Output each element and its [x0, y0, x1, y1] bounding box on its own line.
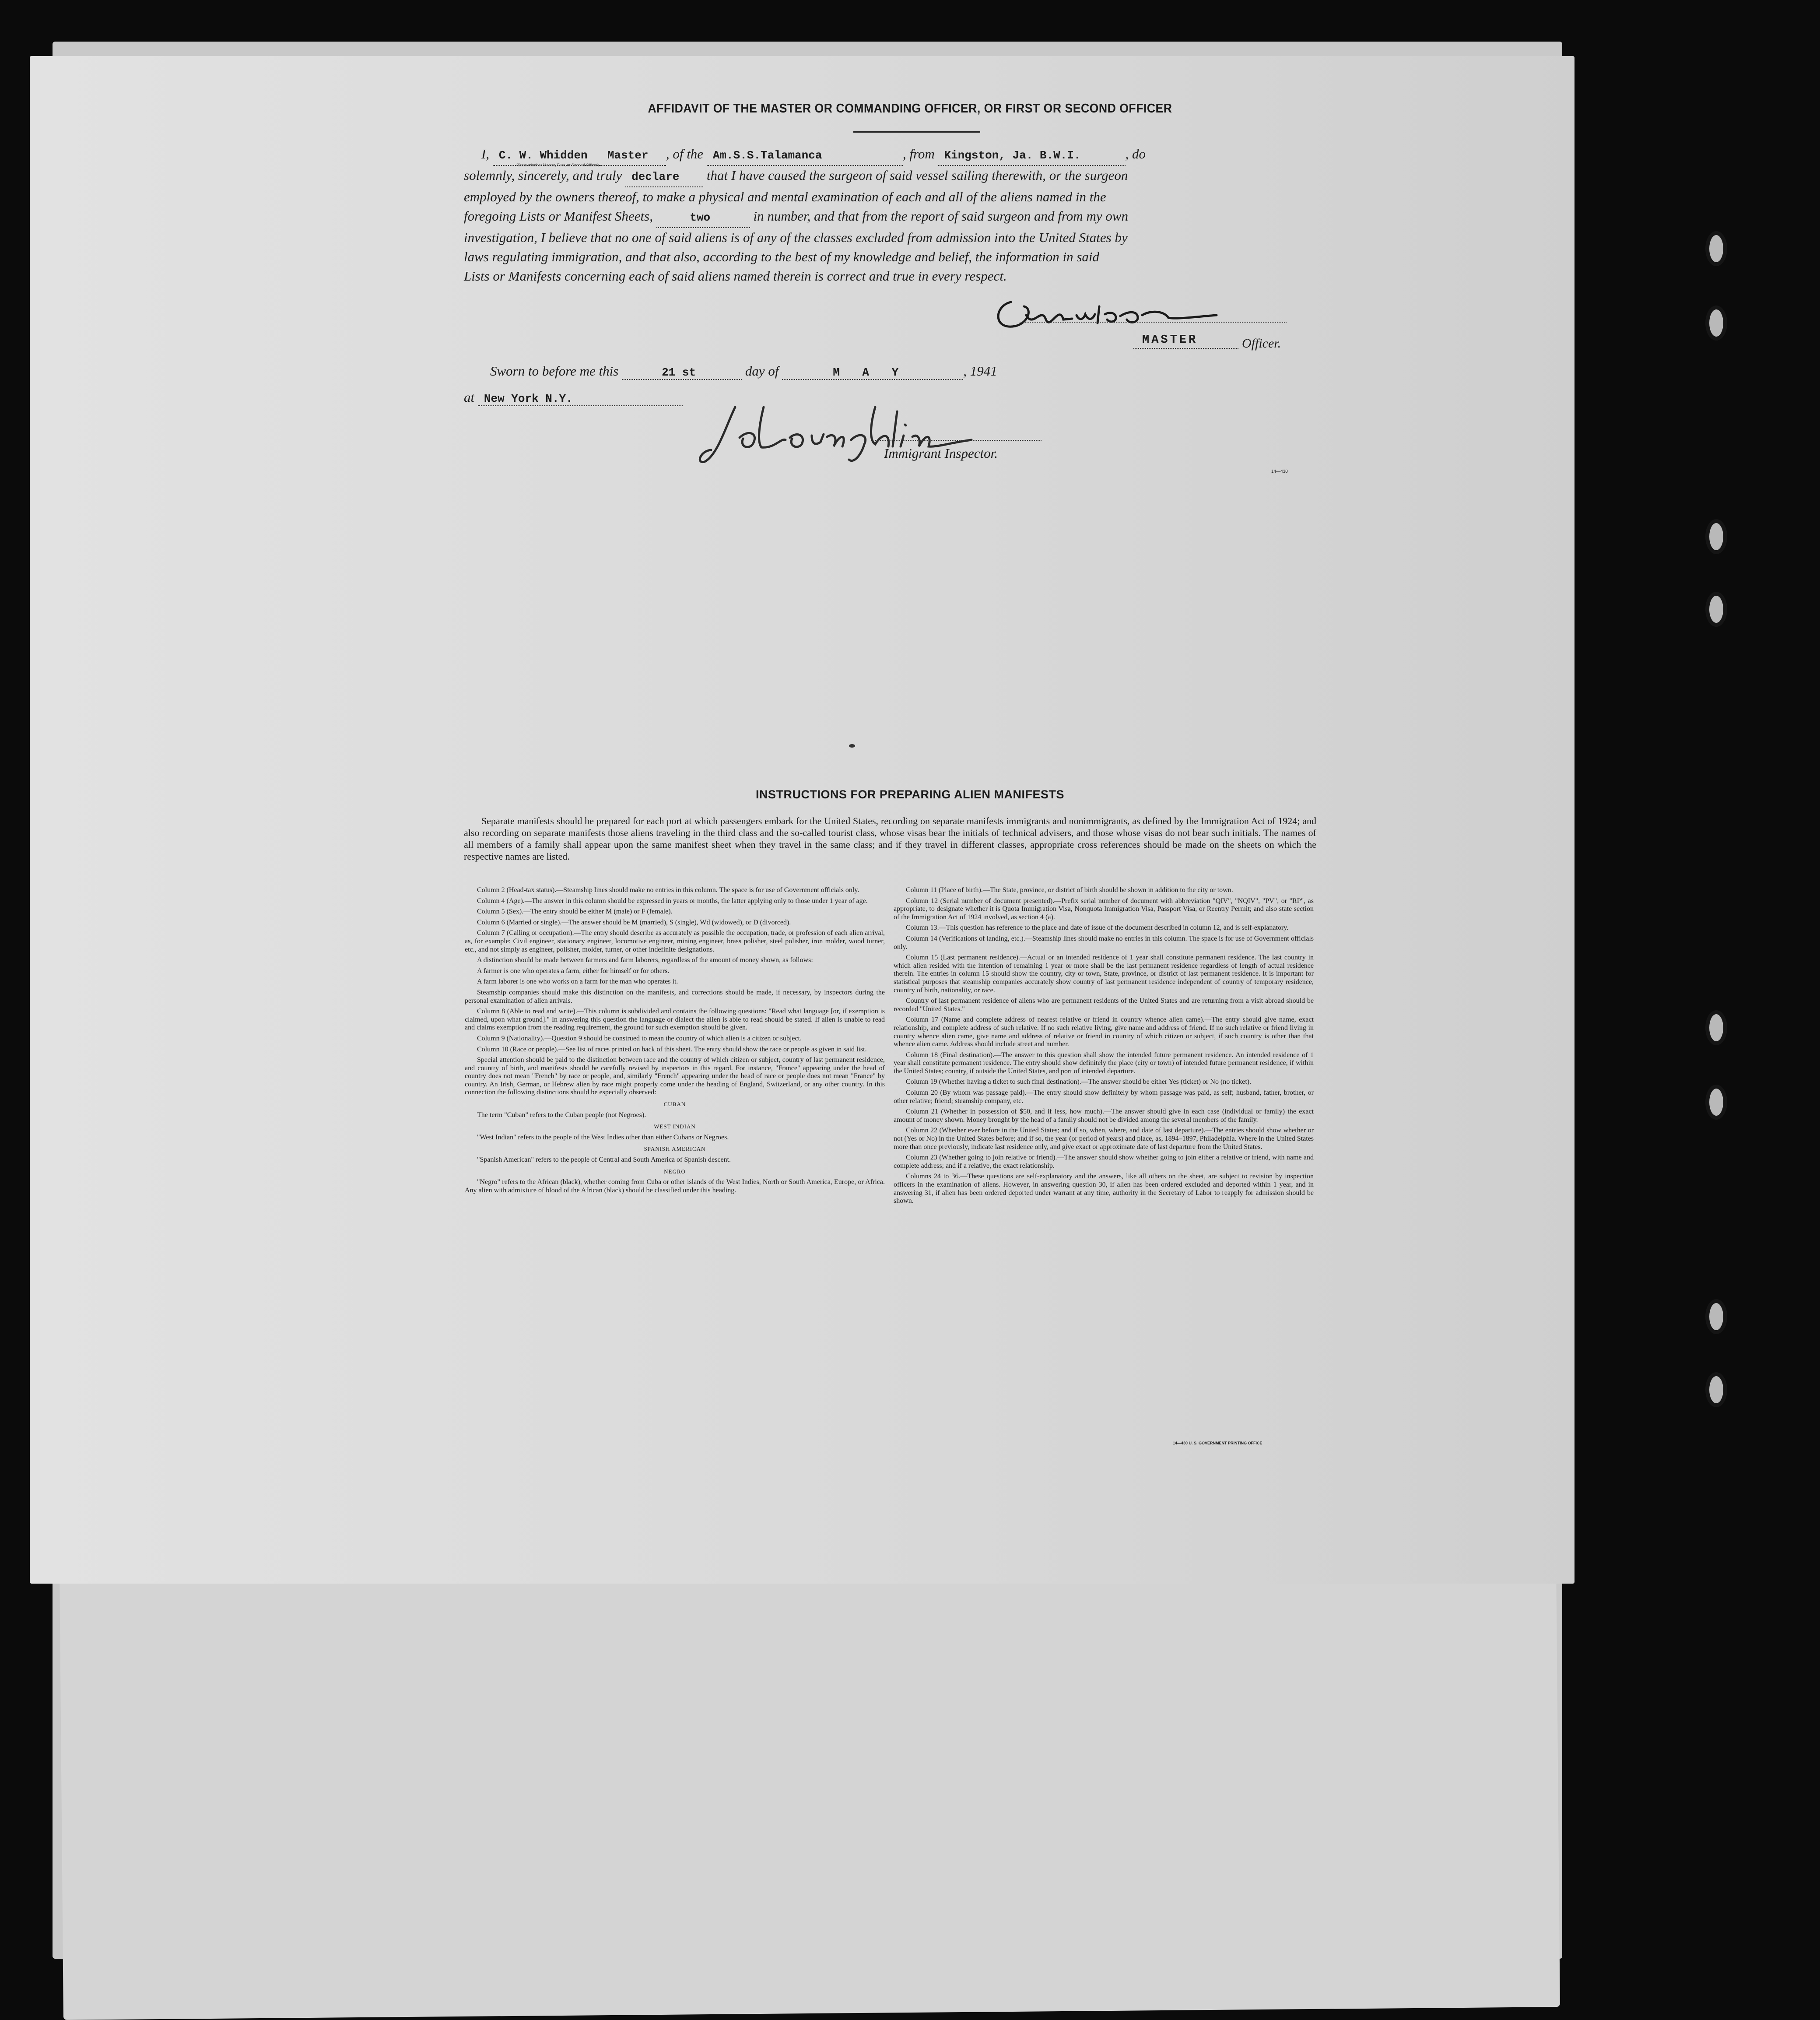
officer-label: Officer. — [1242, 336, 1281, 351]
instruction-paragraph: "Negro" refers to the African (black), whether coming from Cuba or other islands of the West Indies, North or South America, Europe, or Africa. Any alien with admixture of blood of the African (black) should be classified under this heading. — [465, 1178, 885, 1194]
instruction-paragraph: Steamship companies should make this distinction on the manifests, and corrections should be made, if necessary, by inspectors during the personal examination of alien arrivals. — [465, 988, 885, 1005]
sworn-place-field: New York N.Y. — [478, 392, 683, 406]
sheet-count-field: two — [656, 208, 750, 228]
ink-speck — [849, 744, 855, 748]
affidavit-line-6: laws regulating immigration, and that also, according to the best of my knowledge and belief, the information in said — [464, 249, 1100, 264]
underlying-sheet-edge — [59, 1512, 1560, 2020]
instruction-paragraph: Column 15 (Last permanent residence).—Actual or an intended residence of 1 year shall constitute permanent residence. The last country in which alien resided with the intention of remaining 1 year or more shall be the last permanent residence regardless of length of actual residence therein. The entries in column 15 should show the country, city or town, State, province, or district of last permanent residence. It is important for statistical purposes that steamship companies accurately show country of last permanent residence independent of country of temporary residence, country of birth, nationality, or race. — [894, 954, 1314, 994]
punch-hole — [1705, 306, 1727, 341]
instruction-paragraph: Column 14 (Verifications of landing, etc.).—Steamship lines should make no entries in this column. The space is for use of Government officials only. — [894, 934, 1314, 951]
instruction-paragraph: Special attention should be paid to the distinction between race and the country of which citizen or subject, country of last permanent residence, and country of birth, and manifests should be carefully revised by inspectors in this regard. For instance, "France" appearing under the head of country does not mean "French" by race or people, and, similarly "French" appearing under the head of race or people does not mean "France" by country. An Irish, German, or Hebrew alien by race might properly come under the heading of England, Switzerland, or any other country. In this connection the following distinctions should be especially observed: — [465, 1056, 885, 1096]
heading-negro: NEGRO — [664, 1168, 686, 1175]
instructions-right-column — [894, 886, 1314, 1208]
instruction-paragraph: The term "Cuban" refers to the Cuban people (not Negroes). — [477, 1111, 646, 1119]
declare-field: declare — [625, 167, 703, 187]
port-field: Kingston, Ja. B.W.I. — [938, 146, 1126, 166]
instruction-paragraph: Column 6 (Married or single).—The answer should be M (married), S (single), Wd (widowed), or D (divorced). — [477, 918, 791, 926]
instruction-paragraph: Column 13.—This question has reference to the place and date of issue of the document described in column 12, and is self-explanatory. — [906, 924, 1289, 932]
punch-hole — [1705, 1010, 1727, 1045]
instruction-paragraph: Column 10 (Race or people).—See list of races printed on back of this sheet. The entry should show the race or people as given in said list. — [477, 1045, 867, 1053]
form-number: 14—430 — [1271, 469, 1288, 474]
sworn-line: Sworn to before me this 21 st day of M A Y , 1941 — [490, 363, 997, 379]
instructions-intro: Separate manifests should be prepared for each port at which passengers embark for the United States, recording on separate manifests immigrants and nonimmigrants, as defined by the Immigration Act of 1924; and also recording on separate manifests those aliens traveling in the third class and the so-called tourist class, whose visas bear the initials of technical advisers, and those whose visas do not bear such initials. The names of all members of a family shall appear upon the same manifest sheet when they travel in the same class; and if they travel in different classes, appropriate cross references should be made on the sheets on which the respective names are listed. — [464, 815, 1316, 862]
title-rule — [853, 131, 980, 133]
sworn-day-field: 21 st — [622, 366, 742, 380]
heading-spanish-american: SPANISH AMERICAN — [644, 1145, 706, 1152]
instruction-paragraph: Column 4 (Age).—The answer in this column should be expressed in years or months, the latter applying only to those under 1 year of age. — [477, 897, 868, 905]
affidavit-title: AFFIDAVIT OF THE MASTER OR COMMANDING OFFICER, OR FIRST OR SECOND OFFICER — [648, 102, 1172, 116]
affidavit-line-4: foregoing Lists or Manifest Sheets, two in number, and that from the report of said surgeon and from my own — [464, 207, 1322, 228]
instruction-paragraph: Column 19 (Whether having a ticket to such final destination).—The answer should be either Yes (ticket) or No (no ticket). — [906, 1078, 1252, 1086]
master-name-field: C. W. Whidden — [493, 146, 601, 166]
instruction-paragraph: A farm laborer is one who works on a farm for the man who operates it. — [477, 978, 678, 986]
punch-hole — [1705, 1085, 1727, 1120]
heading-west-indian: WEST INDIAN — [654, 1123, 696, 1130]
affidavit-line-2: solemnly, sincerely, and truly declare that I have caused the surgeon of said vessel sailing therewith, or the surgeon — [464, 166, 1322, 187]
master-signature-line — [1020, 322, 1287, 323]
instruction-paragraph: Column 22 (Whether ever before in the United States; and if so, when, where, and date of last departure).—The entries should show whether or not (Yes or No) in the United States before; and if so, the year (or period of years) and place, as, 1894–1897, Philadelphia. Where in the United States more than once previously, indicate last residence only, and give exact or approximate date of last departure from the United States. — [894, 1127, 1314, 1151]
instruction-paragraph: Column 9 (Nationality).—Question 9 should be construed to mean the country of which alien is a citizen or subject. — [477, 1034, 802, 1042]
affidavit-line-3: employed by the owners thereof, to make a physical and mental examination of each and all of the aliens named in the — [464, 189, 1106, 204]
instruction-paragraph: A farmer is one who operates a farm, either for himself or for others. — [477, 967, 670, 975]
affidavit-line-1: I, C. W. Whidden Master , of the Am.S.S.Talamanca , from Kingston, Ja. B.W.I. , do — [464, 144, 1322, 166]
affidavit-line-7: Lists or Manifests concerning each of said aliens named therein is correct and true in every respect. — [464, 268, 1007, 284]
instruction-paragraph: Column 23 (Whether going to join relative or friend).—The answer should show whether going to join either a relative or friend, with name and complete address; and if a relative, the exact relationship. — [894, 1154, 1314, 1170]
punch-hole — [1705, 592, 1727, 627]
affidavit-line-5: investigation, I believe that no one of said aliens is of any of the classes excluded from admission into the United States by — [464, 230, 1128, 245]
signer-title: MASTER — [1142, 334, 1198, 347]
instruction-paragraph: Country of last permanent residence of aliens who are permanent residents of the United States and are returning from a visit abroad should be recorded "United States." — [894, 997, 1314, 1013]
instructions-title: INSTRUCTIONS FOR PREPARING ALIEN MANIFESTS — [755, 788, 1065, 801]
instruction-paragraph: Column 18 (Final destination).—The answer to this question shall show the intended future permanent residence. An intended residence of 1 year shall constitute permanent residence. The entry should show definitely the place (city or town) of intended future permanent residence, if within the United States; country, if outside the United States, and port of intended departure. — [894, 1051, 1314, 1075]
instruction-paragraph: Column 11 (Place of birth).—The State, province, or district of birth should be shown in addition to the city or town. — [906, 886, 1233, 894]
heading-cuban: CUBAN — [663, 1101, 686, 1108]
punch-hole — [1705, 1372, 1727, 1407]
master-signature — [985, 289, 1230, 337]
punch-hole — [1705, 1299, 1727, 1334]
instruction-paragraph: "West Indian" refers to the people of the West Indies other than either Cubans or Negroes. — [477, 1133, 729, 1141]
instruction-paragraph: Column 8 (Able to read and write).—This column is subdivided and contains the following questions: "Read what language [or, if exemption is claimed, upon what ground]." In answering this question the language or dialect the alien is able to read should be stated. If alien is unable to read and claims exemption from the reading requirement, the ground for such exemption should be given. — [465, 1008, 885, 1032]
printing-office-code: 14—430 U. S. GOVERNMENT PRINTING OFFICE — [1173, 1441, 1262, 1445]
instruction-paragraph: Column 12 (Serial number of document presented).—Prefix serial number of document with abbreviation "QIV", "NQIV", "PV", or "RP", as appropriate, to designate whether it is Quota Immigration Visa, Nonquota Immigration Visa, Passport Visa, or Reentry Permit; and also state section of the Immigration Act of 1924 involved, as section 4 (a). — [894, 897, 1314, 921]
vessel-field: Am.S.S.Talamanca — [707, 146, 903, 166]
instruction-paragraph: Column 5 (Sex).—The entry should be either M (male) or F (female). — [477, 908, 673, 916]
signer-title-line — [1133, 348, 1238, 349]
instructions-left-column — [465, 886, 885, 1197]
punch-hole — [1705, 231, 1727, 266]
inspector-signature-line — [875, 440, 1042, 441]
instruction-paragraph: Column 21 (Whether in possession of $50, and if less, how much).—The answer should give in each case (individual or family) the exact amount of money shown. Money brought by the head of a family should not be divided among the several members of the family. — [894, 1108, 1314, 1124]
instruction-paragraph: Column 2 (Head-tax status).—Steamship lines should make no entries in this column. The space is for use of Government officials only. — [477, 886, 859, 894]
rank-field: Master — [601, 146, 666, 166]
inspector-label: Immigrant Inspector. — [884, 446, 998, 461]
rank-note: (State whether Master, First, or Second Officer) — [516, 163, 599, 167]
at-line: at New York N.Y. — [464, 390, 683, 406]
instruction-paragraph: A distinction should be made between farmers and farm laborers, regardless of the amount of money shown, as follows: — [477, 956, 813, 964]
instruction-paragraph: Column 20 (By whom was passage paid).—The entry should show definitely by whom passage was paid, as self; husband, father, brother, or other relative; friend; steamship company, etc. — [894, 1089, 1314, 1105]
punch-hole — [1705, 519, 1727, 554]
sworn-month-field: M A Y — [782, 366, 963, 380]
instruction-paragraph: Columns 24 to 36.—These questions are self-explanatory and the answers, like all others on the sheet, are subject to revision by inspection officers in the examination of aliens. However, in answering question 30, if alien has been ordered excluded and deported within 1 year, and in answering 31, if alien has been ordered deported under warrant at any time, authority in the Secretary of Labor to reapply for admission should be shown. — [894, 1173, 1314, 1205]
instruction-paragraph: Column 17 (Name and complete address of nearest relative or friend in country whence alien came).—The entry should give name, exact relationship, and complete address of such relative. If no such relative living, give name and address of friend. If no such relative or friend living in country whence alien came, give name and address of relative or friend in country of which citizen or subject, if such country is other than that whence alien came. Address should include street and number. — [894, 1016, 1314, 1048]
instruction-paragraph: "Spanish American" refers to the people of Central and South America of Spanish descent. — [477, 1156, 731, 1164]
instruction-paragraph: Column 7 (Calling or occupation).—The entry should describe as accurately as possible the occupation, trade, or profession of each alien arrival, as, for example: Civil engineer, stationary engineer, locomotive engineer, mining engineer, brass polisher, steel polisher, iron molder, wood turner, etc., and not simply as engineer, polisher, molder, turner, or other indefinite designations. — [465, 929, 885, 953]
